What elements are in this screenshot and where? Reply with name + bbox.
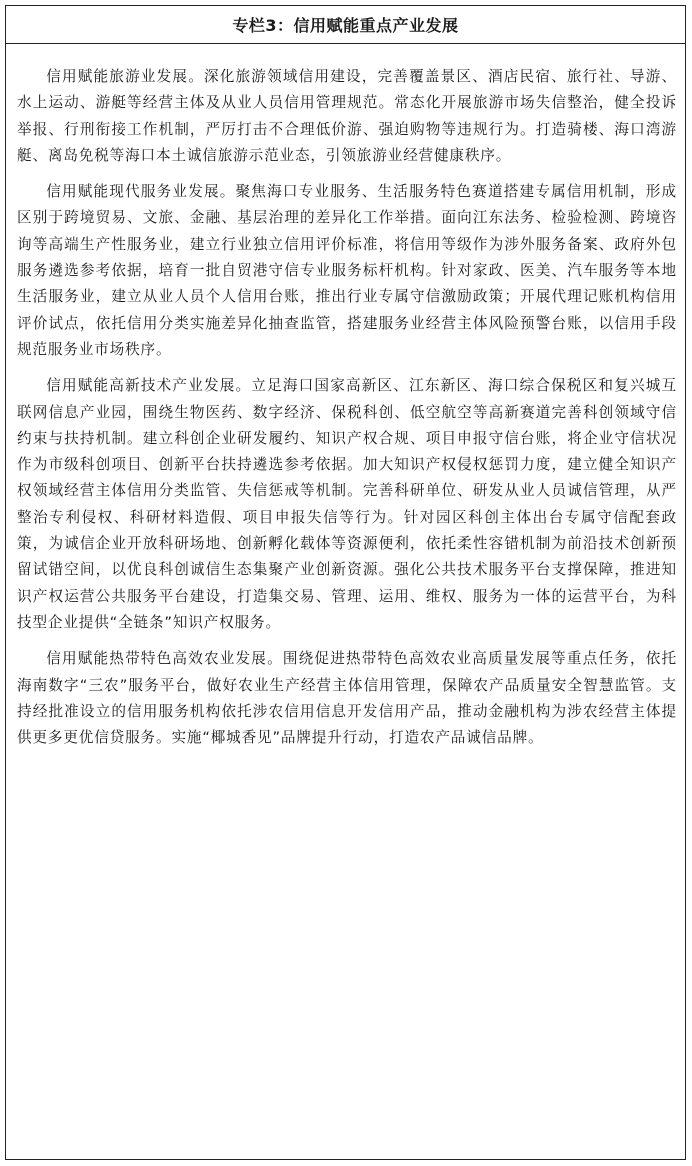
- box-title: 专栏3：信用赋能重点产业发展: [6, 6, 685, 44]
- feature-box: [5, 5, 686, 1160]
- paragraph-modern-services: 信用赋能现代服务业发展。聚焦海口专业服务、生活服务特色赛道搭建专属信用机制，形成区别于跨境贸易、文旅、金融、基层治理的差异化工作举措。面向江东法务、检验检测、跨境咨询等高端生产性服务业，建立行业独立信用评价标准，将信用等级作为涉外服务备案、政府外包服务遴选参考依据，培育一批自贸港守信专业服务标杆机构。针对家政、医美、汽车服务等本地生活服务业，建立从业人员个人信用台账，推出行业专属守信激励政策；开展代理记账机构信用评价试点，依托信用分类实施差异化抽查监管，搭建服务业经营主体风险预警台账，以信用手段规范服务业市场秩序。: [17, 183, 677, 358]
- paragraph-tropical-agriculture: 信用赋能热带特色高效农业发展。围绕促进热带特色高效农业高质量发展等重点任务，依托海南数字“三农”服务平台，做好农业生产经营主体信用管理，保障农产品质量安全智慧监管。支持经批准设立的信用服务机构依托涉农信用信息开发信用产品，推动金融机构为涉农经营主体提供更多更优信贷服务。实施“椰城香见”品牌提升行动，打造农产品诚信品牌。: [17, 650, 677, 747]
- paragraph-high-tech: 信用赋能高新技术产业发展。立足海口国家高新区、江东新区、海口综合保税区和复兴城互联网信息产业园，围绕生物医药、数字经济、保税科创、低空航空等高新赛道完善科创领域守信约束与扶持机制。建立科创企业研发履约、知识产权合规、项目申报守信台账，将企业守信状况作为市级科创项目、创新平台扶持遴选参考依据。加大知识产权侵权惩罚力度，建立健全知识产权领域经营主体信用分类监管、失信惩戒等机制。完善科研单位、研发从业人员诚信管理，从严整治专利侵权、科研材料造假、项目申报失信等行为。针对园区科创主体出台专属守信配套政策，为诚信企业开放科研场地、创新孵化载体等资源便利，依托柔性容错机制为前沿技术创新预留试错空间，以优良科创诚信生态集聚产业创新资源。强化公共技术服务平台支撑保障，推进知识产权运营公共服务平台建设，打造集交易、管理、运用、维权、服务为一体的运营平台，为科技型企业提供“全链条”知识产权服务。: [17, 377, 677, 631]
- box-body: [6, 44, 685, 751]
- paragraph-tourism: 信用赋能旅游业发展。深化旅游领域信用建设，完善覆盖景区、酒店民宿、旅行社、导游、水上运动、游艇等经营主体及从业人员信用管理规范。常态化开展旅游市场失信整治，健全投诉举报、行刑衔接工作机制，严厉打击不合理低价游、强迫购物等违规行为。打造骑楼、海口湾游艇、离岛免税等海口本土诚信旅游示范业态，引领旅游业经营健康秩序。: [17, 68, 677, 164]
